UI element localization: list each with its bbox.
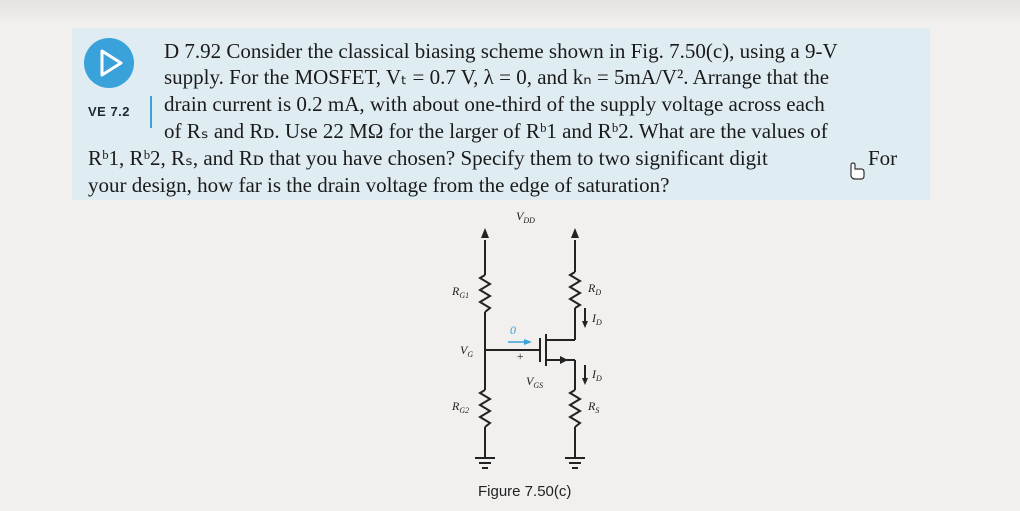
id-bottom-label: $I_D$: [592, 367, 602, 383]
problem-line-6: your design, how far is the drain voltage from the edge of saturation?: [88, 173, 670, 197]
problem-line-3: drain current is 0.2 mA, with about one-third of the supply voltage across each: [164, 92, 825, 116]
rg2-label: $R_{G2}$: [452, 399, 470, 415]
play-icon: [84, 38, 134, 88]
vgs-plus-sign: +: [516, 349, 525, 363]
hand-cursor-icon: [846, 159, 868, 181]
rg1-label: $R_{G1}$: [452, 284, 470, 300]
problem-line-5: Rᵇ1, Rᵇ2, Rₛ, and Rᴅ that you have chosen? Specify them to two significant digit: [88, 146, 768, 170]
problem-line-1: [164, 38, 838, 64]
badge-divider: [150, 96, 152, 128]
figure-caption: Figure 7.50(c): [478, 483, 572, 500]
id-top-label: $I_D$: [592, 311, 602, 327]
problem-line-5-tail: For: [868, 146, 898, 170]
problem-line-2: supply. For the MOSFET, Vₜ = 0.7 V, λ = 0, and kₙ = 5mA/V². Arrange that the: [164, 65, 830, 89]
vg-label: $V_G$: [460, 343, 474, 359]
photo-background: [0, 0, 1020, 22]
rd-label: $R_D$: [588, 281, 602, 297]
gate-current-zero-label: 0: [510, 323, 516, 337]
rs-label: $R_S$: [588, 399, 600, 415]
vdd-label: $V_{DD}$: [516, 209, 535, 225]
play-video-button[interactable]: [84, 38, 134, 88]
mosfet-bias-circuit: [420, 200, 660, 480]
ve-badge: VE 7.2: [88, 104, 131, 119]
problem-line-4: of Rₛ and Rᴅ. Use 22 MΩ for the larger of Rᵇ1 and Rᵇ2. What are the values of: [164, 119, 828, 143]
problem-text-1: D 7.92 Consider the classical biasing scheme shown in Fig. 7.50(c), using a 9-V: [164, 39, 838, 63]
vgs-label: $V_{GS}$: [526, 374, 544, 390]
